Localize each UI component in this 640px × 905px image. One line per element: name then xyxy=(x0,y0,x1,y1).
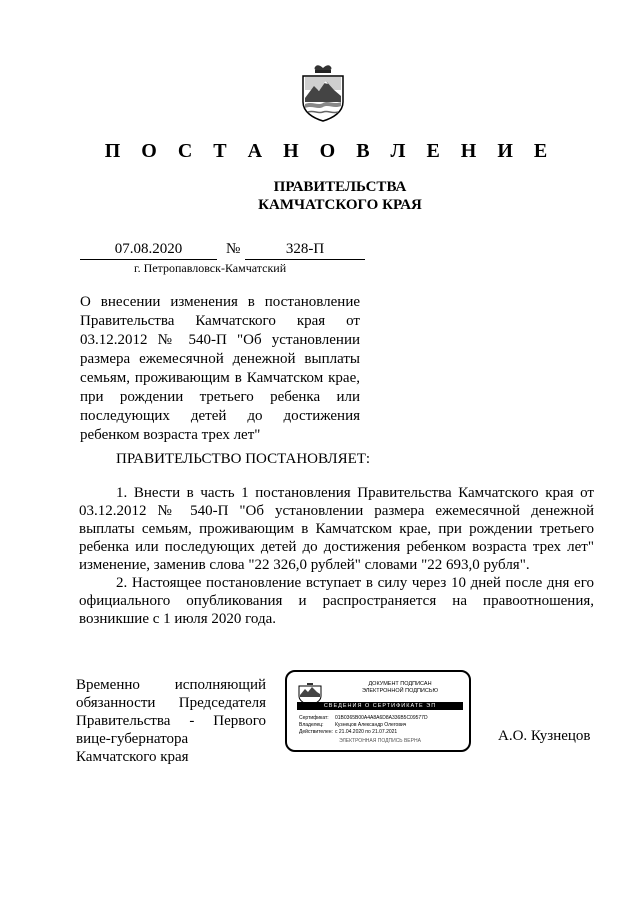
document-type-title: П О С Т А Н О В Л Е Н И Е xyxy=(104,140,556,162)
stamp-title-line-1: ДОКУМЕНТ ПОДПИСАН xyxy=(368,681,432,687)
decree-heading: ПРАВИТЕЛЬСТВО ПОСТАНОВЛЯЕТ: xyxy=(116,451,371,467)
body-paragraph-2: 2. Настоящее постановление вступает в силу через 10 дней после дня его официального опубликования и распространяется на правоотношения, возникшие с 1 июля 2020 года. xyxy=(79,575,594,627)
document-date: 07.08.2020 xyxy=(80,241,217,260)
document-subject: О внесении изменения в постановление Правительства Камчатского края от 03.12.2012 № 540-П "Об установлении размера ежемесячной денежной выплаты семьям, проживающим в Камчатском крае, при рождении третьего ребенка или последующих детей до достижения ребенком возраста трех лет" xyxy=(80,294,360,443)
signer-name: А.О. Кузнецов xyxy=(498,728,591,744)
stamp-row-key: Владелец: xyxy=(299,722,324,728)
stamp-row-value: 01B0365B00A4A8A6D8A336B5C09577D xyxy=(335,715,428,721)
issuer-name xyxy=(0,178,640,214)
stamp-title-line-2: ЭЛЕКТРОННОЙ ПОДПИСЬЮ xyxy=(361,688,439,694)
signer-role: Временно исполняющий обязанности Председателя Правительства - Первого вице-губернатора Камчатского края xyxy=(76,677,266,765)
stamp-footer: ЭЛЕКТРОННАЯ ПОДПИСЬ ВЕРНА xyxy=(339,738,421,744)
stamp-row xyxy=(299,729,463,736)
number-sign: № xyxy=(226,241,241,257)
stamp-title xyxy=(337,681,463,695)
stamp-certificate-bar: СВЕДЕНИЯ О СЕРТИФИКАТЕ ЭП xyxy=(297,702,463,710)
stamp-row-key: Сертификат: xyxy=(299,715,329,721)
stamp-row-value: Кузнецов Александр Олегович xyxy=(335,722,407,728)
kamchatka-emblem-icon xyxy=(300,62,346,122)
document-body xyxy=(79,484,594,628)
issuer-line-2: КАМЧАТСКОГО КРАЯ xyxy=(258,197,422,213)
stamp-row-key: Действителен: xyxy=(299,729,333,735)
stamp-row-value: с 21.04.2020 по 21.07.2021 xyxy=(335,729,398,735)
stamp-row xyxy=(299,722,463,729)
stamp-row xyxy=(299,715,463,722)
issuer-line-1: ПРАВИТЕЛЬСТВА xyxy=(273,179,407,195)
document-number: 328-П xyxy=(245,241,365,260)
document-city: г. Петропавловск-Камчатский xyxy=(134,261,287,275)
body-paragraph-1: 1. Внести в часть 1 постановления Правительства Камчатского края от 03.12.2012 № 540-П "Об установлении размера ежемесячной денежной выплаты семьям, проживающим в Камчатском крае, при рождении третьего ребенка или последующих детей до достижения ребенком возраста трех лет" изменение, заменив слова "22 326,0 рублей" словами "22 693,0 рубля". xyxy=(79,485,594,573)
electronic-signature-stamp xyxy=(285,670,471,752)
stamp-details xyxy=(299,715,463,736)
